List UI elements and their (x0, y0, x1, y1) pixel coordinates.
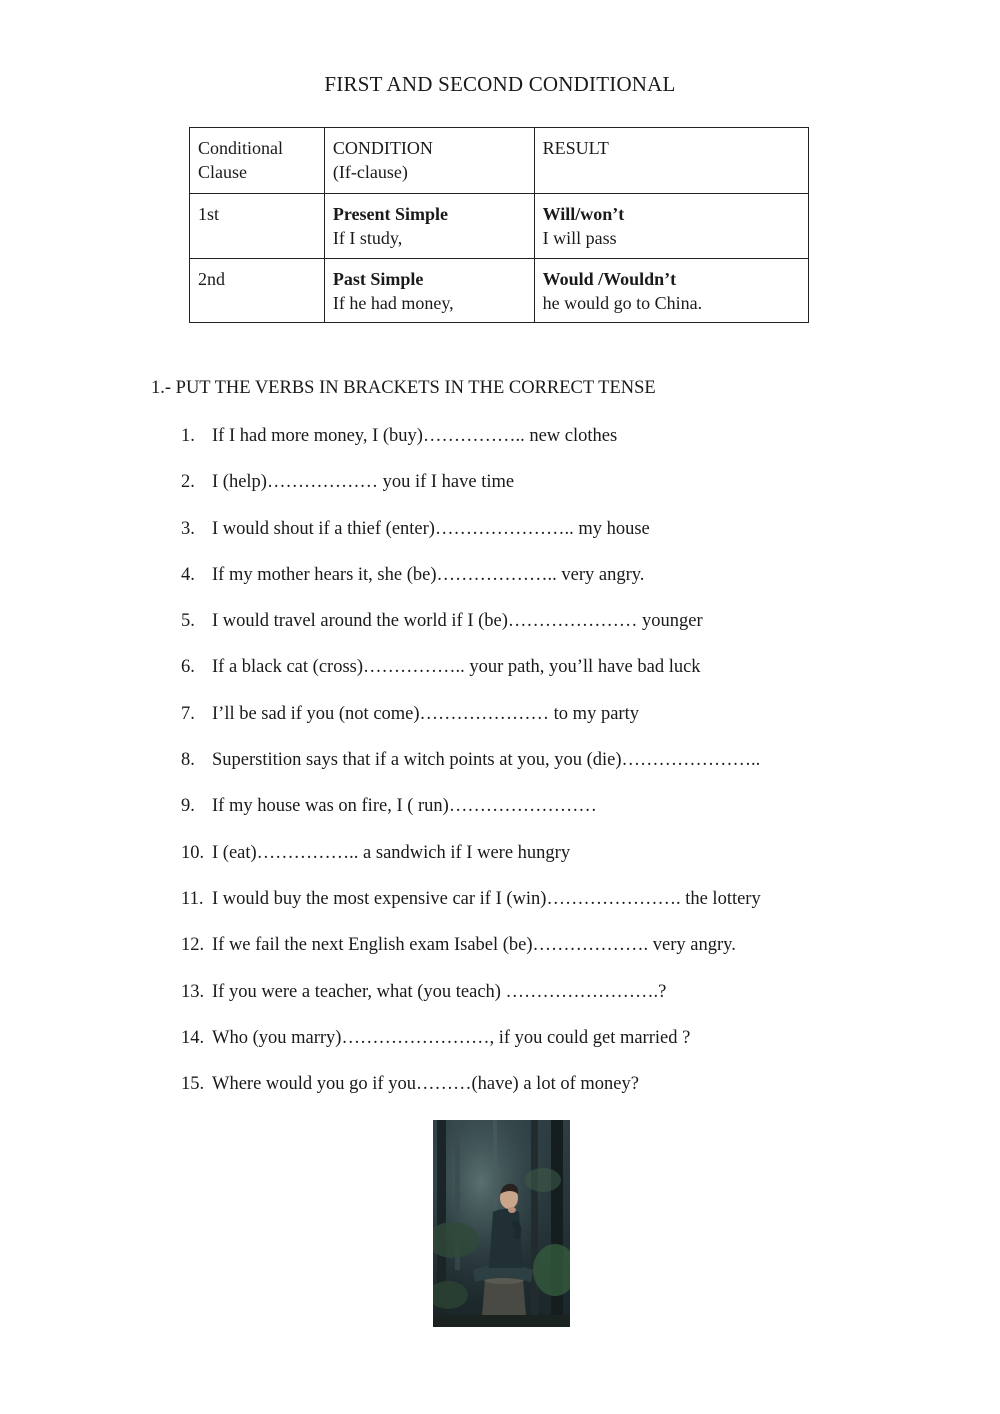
item-text: If I had more money, I (buy)…………….. new clothes (212, 426, 618, 446)
list-item (181, 1026, 761, 1072)
item-text: If my house was on fire, I ( run)…………………… (212, 796, 597, 817)
item-number: 12. (181, 935, 205, 956)
result-example: he would go to China. (542, 293, 703, 313)
exercise-heading: 1.- PUT THE VERBS IN BRACKETS IN THE CORRECT TENSE (151, 378, 656, 398)
item-number: 14. (181, 1027, 205, 1048)
item-text: If my mother hears it, she (be)……………….. very angry. (212, 564, 645, 585)
clause-label: 2nd (198, 269, 225, 289)
item-number: 5. (181, 611, 195, 632)
list-item (181, 655, 761, 701)
condition-example: If I study, (332, 228, 403, 248)
clause-label: 1st (198, 204, 220, 224)
list-item (181, 702, 761, 748)
table-header-row (190, 128, 809, 194)
list-item (181, 748, 761, 794)
item-number: 4. (181, 564, 195, 585)
header-cell-clause (190, 128, 325, 194)
list-item (181, 563, 761, 609)
list-item (181, 609, 761, 655)
list-item (181, 841, 761, 887)
item-text: I (help)……………… you if I have time (212, 472, 515, 493)
header-condition-line1: CONDITION (332, 138, 433, 158)
list-item (181, 424, 761, 470)
list-item (181, 933, 761, 979)
list-item (181, 1072, 761, 1118)
header-cell-result (534, 128, 808, 194)
item-text: I would travel around the world if I (be)………………… younger (212, 611, 703, 632)
item-text: I (eat)…………….. a sandwich if I were hungry (212, 842, 571, 863)
header-condition-line2: (If-clause) (332, 162, 408, 182)
condition-cell (324, 194, 534, 259)
condition-example: If he had money, (332, 293, 454, 313)
item-number: 2. (181, 472, 195, 493)
result-cell (534, 194, 808, 259)
list-item (181, 470, 761, 516)
table-row (190, 259, 809, 323)
item-number: 11. (181, 888, 204, 909)
header-clause-line1: Conditional (198, 138, 283, 158)
item-text: Who (you marry)……………………, if you could get married ? (212, 1027, 691, 1048)
table-row (190, 194, 809, 259)
exercise-list (181, 424, 761, 1118)
item-number: 8. (181, 750, 195, 771)
forest-photo-illustration (433, 1120, 570, 1327)
item-text: Where would you go if you………(have) a lot of money? (212, 1074, 639, 1095)
item-number: 6. (181, 657, 195, 678)
list-item (181, 794, 761, 840)
result-cell (534, 259, 808, 323)
header-clause-line2: Clause (198, 162, 247, 182)
result-tense: Would /Wouldn’t (542, 269, 677, 289)
forest-photo (433, 1120, 570, 1327)
item-text: I’ll be sad if you (not come)………………… to my party (212, 703, 639, 724)
item-text: I would shout if a thief (enter)………………….. my house (212, 518, 650, 539)
item-text: Superstition says that if a witch points at you, you (die)………………….. (212, 750, 761, 771)
item-text: If a black cat (cross)…………….. your path, you’ll have bad luck (212, 657, 701, 678)
page-title: FIRST AND SECOND CONDITIONAL (324, 72, 676, 96)
clause-cell (190, 194, 325, 259)
header-result-line1: RESULT (542, 138, 609, 158)
conditional-table (189, 127, 809, 323)
condition-cell (324, 259, 534, 323)
result-tense: Will/won’t (542, 204, 625, 224)
header-cell-condition (324, 128, 534, 194)
item-number: 15. (181, 1074, 205, 1095)
item-number: 7. (181, 703, 195, 724)
list-item (181, 980, 761, 1026)
item-number: 13. (181, 981, 205, 1002)
item-number: 10. (181, 842, 205, 863)
item-text: If you were a teacher, what (you teach) …………………….? (212, 981, 667, 1002)
item-number: 9. (181, 796, 195, 817)
condition-tense: Present Simple (332, 204, 449, 224)
item-number: 1. (181, 426, 195, 446)
item-text: I would buy the most expensive car if I (win)…………………. the lottery (212, 888, 761, 909)
item-number: 3. (181, 518, 195, 539)
condition-tense: Past Simple (332, 269, 424, 289)
list-item (181, 887, 761, 933)
clause-cell (190, 259, 325, 323)
list-item (181, 517, 761, 563)
result-example: I will pass (542, 228, 617, 248)
item-text: If we fail the next English exam Isabel (be)………………. very angry. (212, 935, 736, 956)
